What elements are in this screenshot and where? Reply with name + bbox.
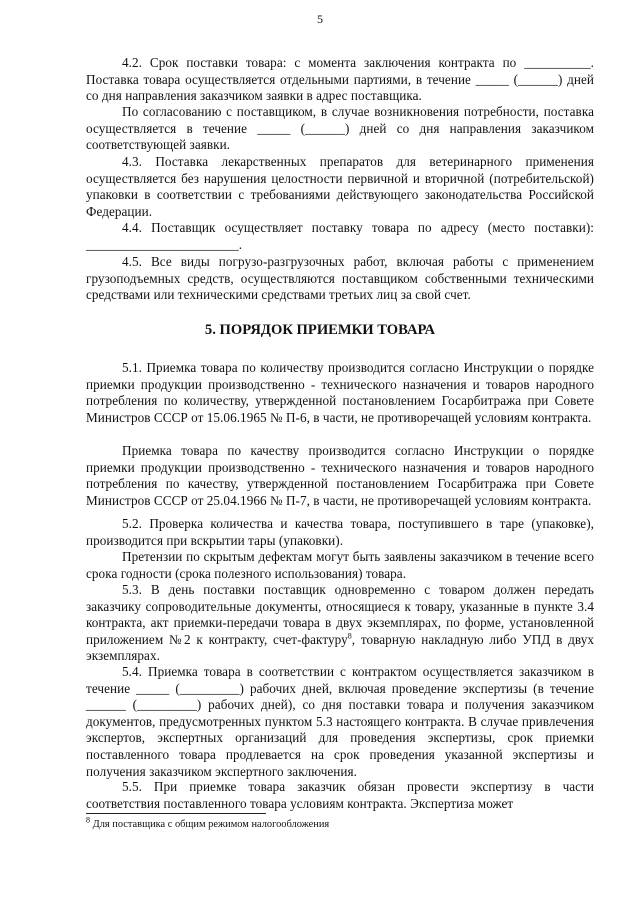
footnote (86, 815, 330, 830)
paragraph-5-1: 5.1. Приемка товара по количеству производится согласно Инструкции о порядке приемки продукции производственно - технического назначения и товаров народного потребления по количеству, утвержденной постановлением Госарбитража при Совете Министров СССР от 15.06.1965 № П-6, в части, не противоречащей условиям контракта. (86, 360, 594, 425)
paragraph-5-5: 5.5. При приемке товара заказчик обязан провести экспертизу в части соответствия поставленного товара условиям контракта. Экспертиза может (86, 779, 594, 811)
paragraph-4-2: 4.2. Срок поставки товара: с момента заключения контракта по __________. Поставка товара осуществляется отдельными партиями, в течение _____ (______) дней со дня направления заказчиком заявки в адрес поставщика. (86, 55, 594, 104)
footnote-divider (86, 813, 266, 814)
paragraph-4-2-agreement: По согласованию с поставщиком, в случае возникновения потребности, поставка осуществляется в течение _____ (______) дней со дня направления заказчиком соответствующей заявки. (86, 104, 594, 153)
paragraph-5-1-quality: Приемка товара по качеству производится согласно Инструкции о порядке приемки продукции производственно - технического назначения и товаров народного потребления по качеству, утвержденной постановлением Госарбитража при Совете Министров СССР от 25.04.1966 № П-7, в части, не противоречащей условиям контракта. (86, 443, 594, 508)
paragraph-5-4: 5.4. Приемка товара в соответствии с контрактом осуществляется заказчиком в течение _____ (_________) рабочих дней, включая проведение экспертизы (в течение ______ (_________) рабочих дней), со дня поставки товара и получения заказчиком документов, предусмотренных пунктом 5.3 настоящего контракта. В случае привлечения экспертов, экспертных организаций для проведения экспертизы, срок приемки поставленного товара продлевается на срок проведения указанной экспертизы и получения заказчиком экспертного заключения. (86, 664, 594, 779)
section-heading: 5. ПОРЯДОК ПРИЕМКИ ТОВАРА (204, 322, 436, 338)
paragraph-4-5: 4.5. Все виды погрузо-разгрузочных работ, включая работы с применением грузоподъемных средств, осуществляются поставщиком собственными техническими средствами или техническими средствами третьих лиц за свой счет. (86, 254, 594, 303)
paragraph-5-3: 5.3. В день поставки поставщик одновременно с товаром должен передать заказчику сопроводительные документы, относящиеся к товару, указанные в пункте 3.4 контракта, акт приемки-передачи товара в двух экземплярах, по форме, установленной приложением №2 к контракту, счет-фактуру$^8$, товарную накладную либо УПД в двух экземплярах. (86, 582, 594, 664)
paragraph-4-3: 4.3. Поставка лекарственных препаратов для ветеринарного применения осуществляется без нарушения целостности первичной и вторичной (потребительской) упаковки в соответствии с требованиями действующего законодательства Российской Федерации. (86, 154, 594, 219)
page-number: 5 (317, 12, 323, 26)
footnote-text: Для поставщика с общим режимом налогообложения (92, 819, 330, 830)
paragraph-5-2: 5.2. Проверка количества и качества товара, поступившего в таре (упаковке), производится при вскрытии тары (упаковки). (86, 516, 594, 548)
paragraph-4-4: 4.4. Поставщик осуществляет поставку товара по адресу (место поставки): _______________________. (86, 220, 594, 252)
footnote-mark: 8 (86, 815, 90, 825)
footnote-reference: 8 (347, 631, 352, 641)
paragraph-5-2-claims: Претензии по скрытым дефектам могут быть заявлены заказчиком в течение всего срока годности (срока полезного использования) товара. (86, 549, 594, 581)
